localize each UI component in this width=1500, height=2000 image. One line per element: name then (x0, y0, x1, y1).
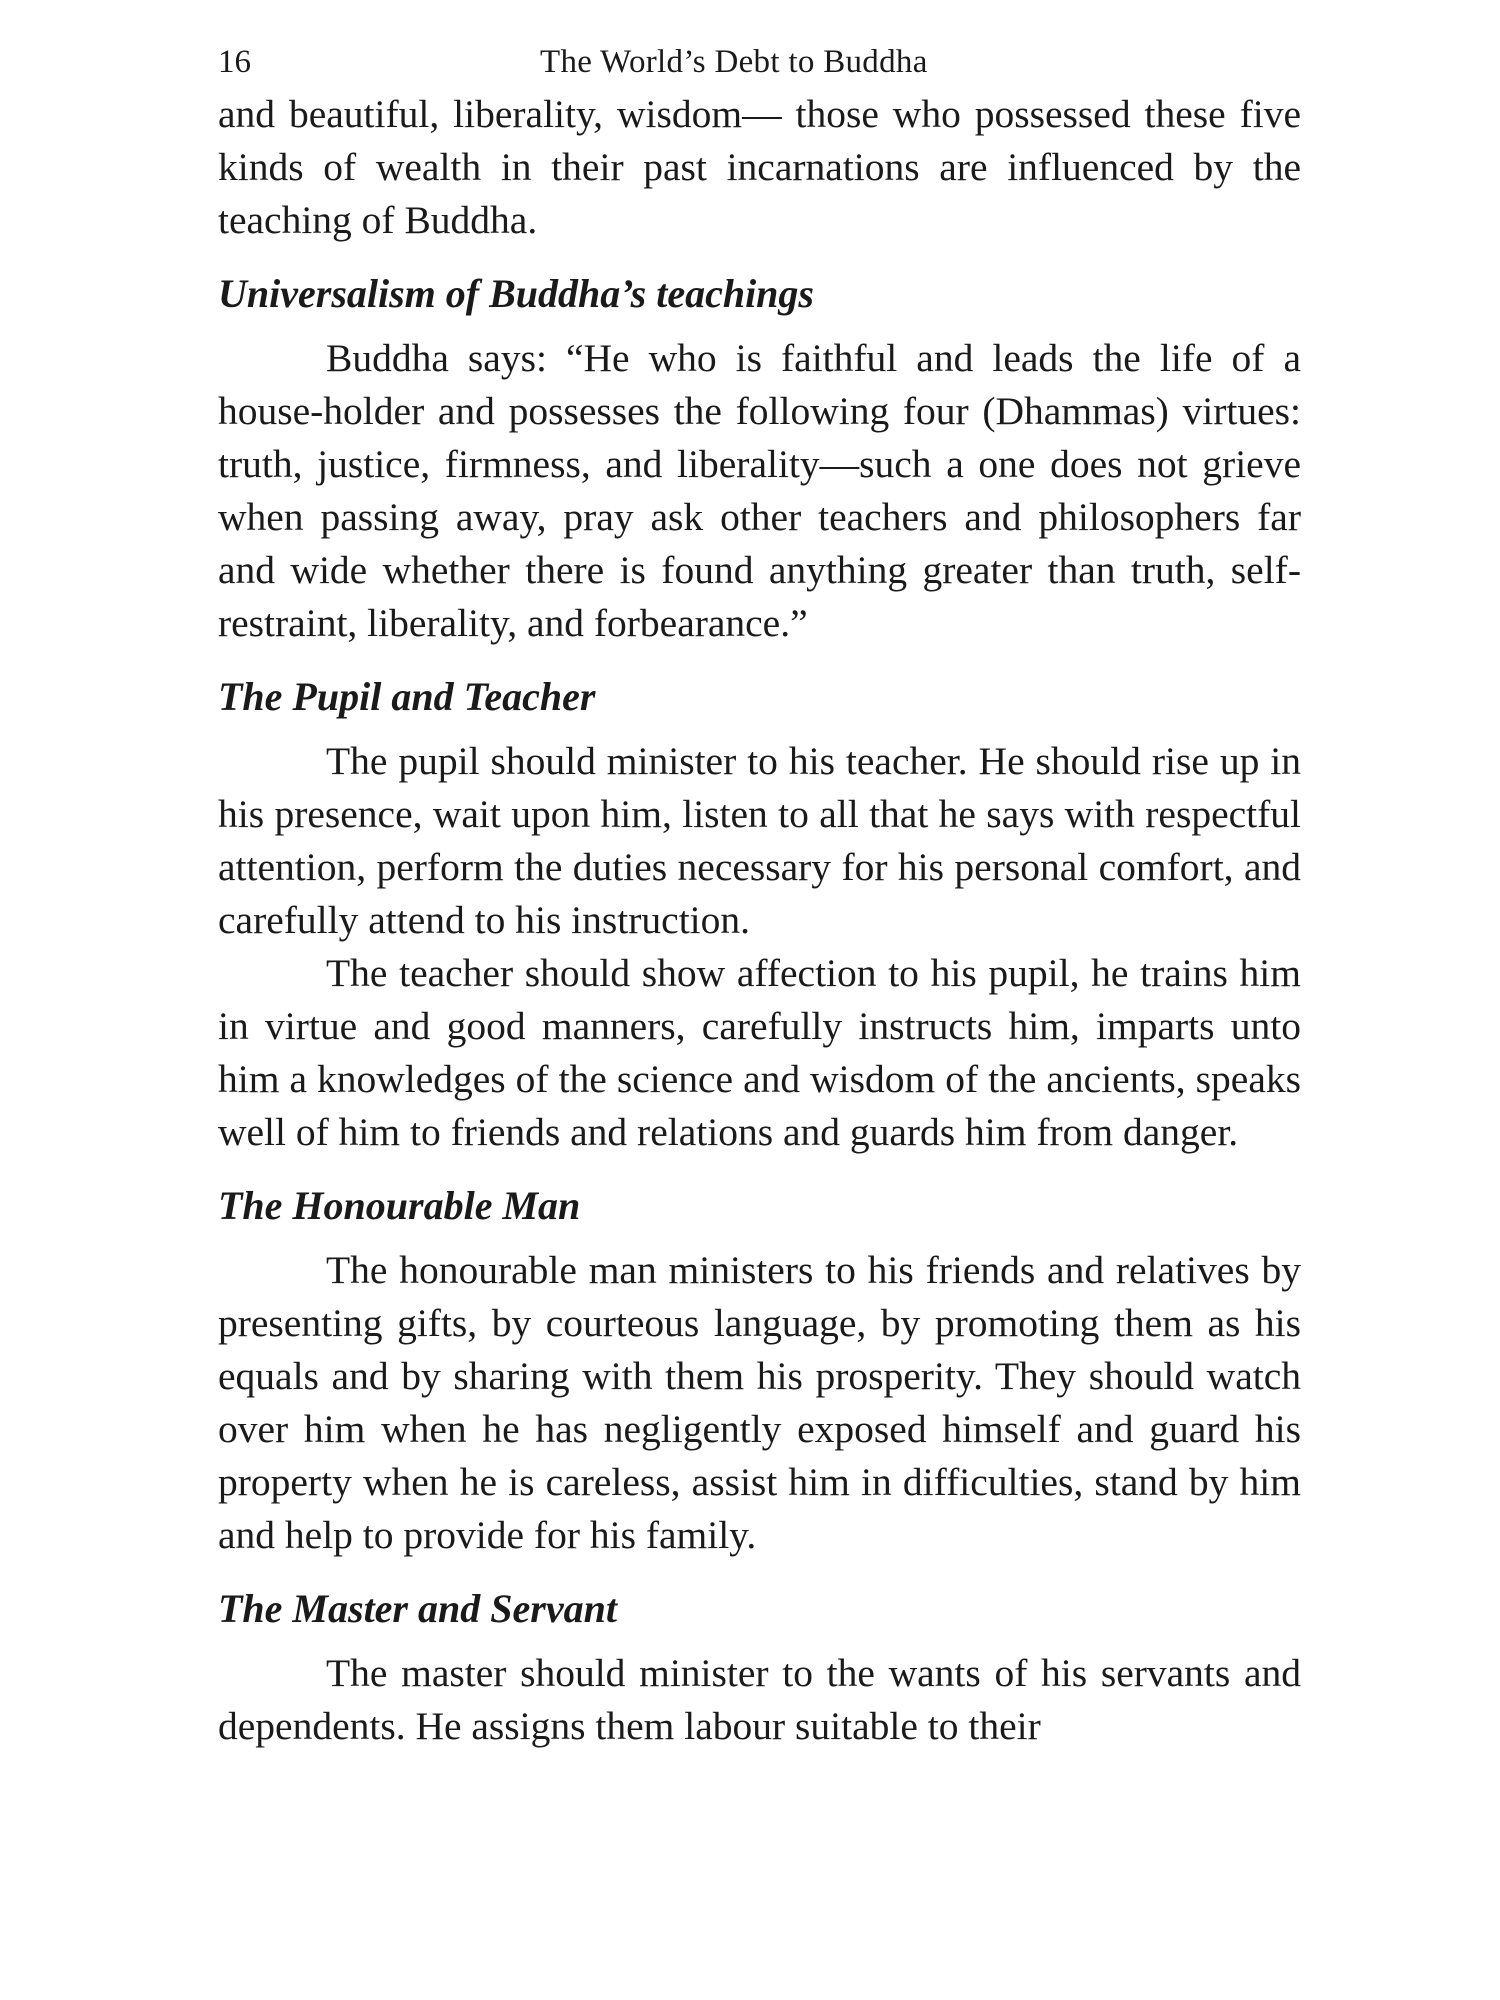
section-heading: The Honourable Man (218, 1183, 581, 1228)
body-paragraph: The honourable man ministers to his friends and relatives by presenting gifts, by courteous language, by promoting them as his equals and by sharing with them his prosperity. They should watch over him when he has negligently exposed himself and guard his property when he is careless, assist him in difficulties, stand by him and help to provide for his family. (218, 1248, 1301, 1557)
running-header (218, 36, 1301, 88)
book-page (218, 36, 1301, 1753)
body-paragraph: The teacher should show affection to his pupil, he trains him in virtue and good manners, carefully instructs him, imparts unto him a knowledges of the science and wisdom of the ancients, speaks well of him to friends and relations and guards him from danger. (218, 951, 1301, 1154)
body-paragraph: Buddha says: “He who is faithful and leads the life of a house-holder and possesses the following four (Dhammas) virtues: truth, justice, firmness, and liberality—such a one does not grieve when passing away, pray ask other teachers and philosophers far and wide whether there is found anything greater than truth, self-restraint, liberality, and forbearance.” (218, 336, 1301, 645)
body-paragraph: and beautiful, liberality, wisdom— those who possessed these five kinds of wealth in their past incarnations are influenced by the teaching of Buddha. (218, 92, 1301, 242)
body-paragraph: The master should minister to the wants of his servants and dependents. He assigns them labour suitable to their (218, 1651, 1301, 1748)
body-paragraph: The pupil should minister to his teacher. He should rise up in his presence, wait upon him, listen to all that he says with respectful attention, perform the duties necessary for his personal comfort, and carefully attend to his instruction. (218, 739, 1301, 942)
section-heading: The Master and Servant (218, 1586, 617, 1631)
section-heading: The Pupil and Teacher (218, 674, 596, 719)
page-number: 16 (218, 44, 251, 80)
running-title: The World’s Debt to Buddha (540, 44, 928, 80)
section-heading: Universalism of Buddha’s teachings (218, 271, 814, 316)
